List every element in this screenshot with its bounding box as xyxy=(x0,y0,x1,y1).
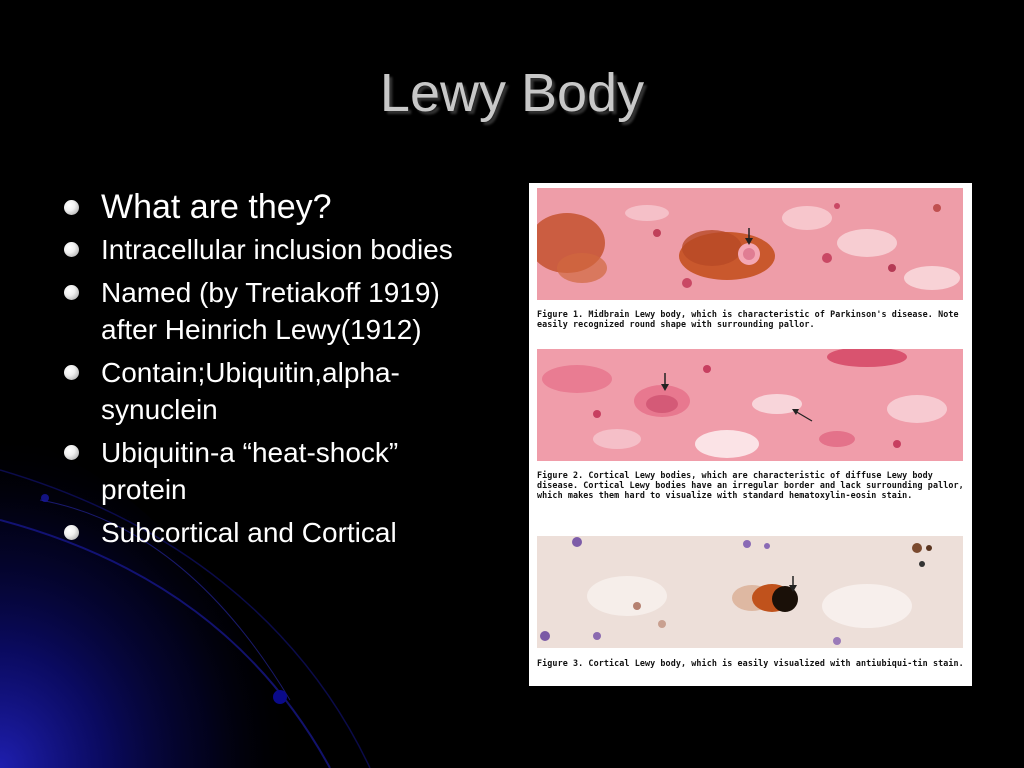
bullet-dot-icon xyxy=(64,242,79,257)
figure-1-caption: Figure 1. Midbrain Lewy body, which is characteristic of Parkinson's disease. Note easily recognized round shape with surrounding pallor. xyxy=(537,309,959,329)
bullet-dot-icon xyxy=(64,445,79,460)
figure-3-caption: Figure 3. Cortical Lewy body, which is easily visualized with antiubiqui-tin stain. xyxy=(537,658,964,668)
histology-figure-panel xyxy=(529,183,972,686)
bullet-text: What are they? xyxy=(101,188,332,226)
bullet-item xyxy=(62,514,472,551)
micrograph-3 xyxy=(537,536,963,648)
bullet-item xyxy=(62,274,472,348)
bullet-item xyxy=(62,354,472,428)
bullet-text: Named (by Tretiakoff 1919) after Heinrich Lewy(1912) xyxy=(101,277,440,345)
micrograph-1 xyxy=(537,188,963,300)
bullet-list xyxy=(62,185,472,557)
bullet-text: Intracellular inclusion bodies xyxy=(101,234,453,265)
bullet-text: Subcortical and Cortical xyxy=(101,517,397,548)
bullet-item xyxy=(62,185,472,229)
figure-2-caption: Figure 2. Cortical Lewy bodies, which are characteristic of diffuse Lewy body disease. Cortical Lewy bodies have an irregular border and lack surrounding pallor, which makes them hard to visualize with standard hematoxylin-eosin stain. xyxy=(537,470,964,500)
bullet-dot-icon xyxy=(64,365,79,380)
bullet-item xyxy=(62,231,472,268)
bullet-item xyxy=(62,434,472,508)
bullet-text: Contain;Ubiquitin,alpha-synuclein xyxy=(101,357,400,425)
bullet-text: Ubiquitin-a “heat-shock” protein xyxy=(101,437,399,505)
bullet-dot-icon xyxy=(64,525,79,540)
slide-title: Lewy Body xyxy=(379,63,645,123)
micrograph-2 xyxy=(537,349,963,461)
bullet-dot-icon xyxy=(64,285,79,300)
bullet-dot-icon xyxy=(64,200,79,215)
